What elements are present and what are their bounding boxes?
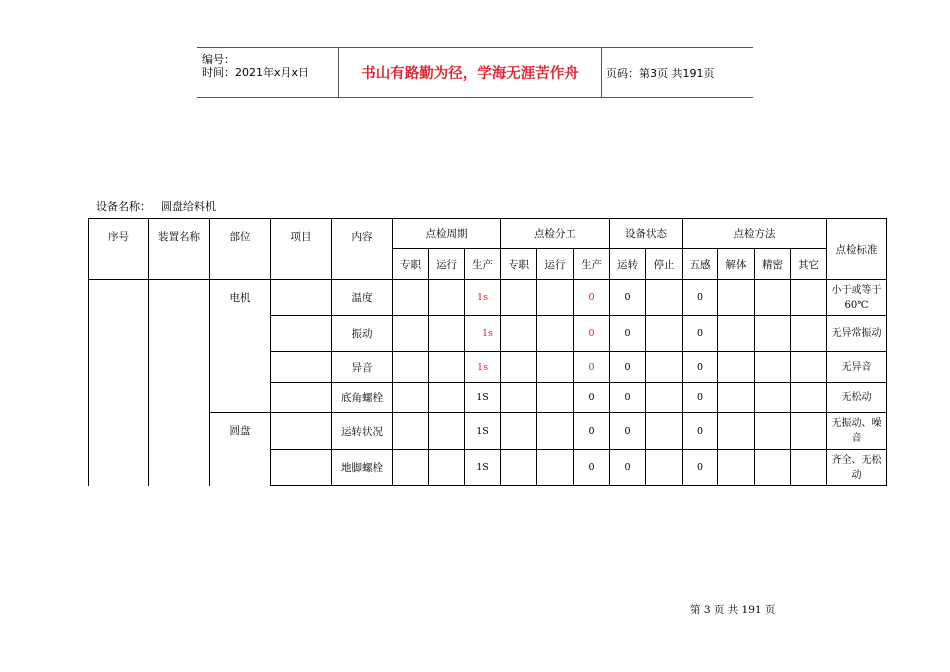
run-cell: 0: [610, 316, 646, 352]
cycle-prod-cell: 1s: [465, 280, 501, 316]
standard-cell: 无异常振动: [827, 316, 887, 352]
device-name-line: [96, 198, 226, 214]
empty-cell: [393, 316, 429, 352]
div-prod-cell: 0: [574, 352, 610, 383]
sub-method-other: 其它: [791, 249, 827, 280]
empty-cell: [501, 383, 537, 413]
header-device: 装置名称: [149, 219, 210, 280]
header-status: 设备状态: [610, 219, 683, 249]
sub-method-precise: 精密: [755, 249, 791, 280]
standard-cell: 无松动: [827, 383, 887, 413]
header-content: 内容: [332, 219, 393, 280]
cycle-prod-cell: 1s: [465, 352, 501, 383]
header-part: 部位: [210, 219, 271, 280]
item-cell: [271, 383, 332, 413]
empty-cell: [791, 352, 827, 383]
sub-cycle-prod: 生产: [465, 249, 501, 280]
empty-cell: [718, 413, 755, 450]
empty-cell: [501, 352, 537, 383]
empty-cell: [501, 316, 537, 352]
div-prod-cell: 0: [574, 450, 610, 486]
empty-cell: [718, 280, 755, 316]
empty-cell: [791, 450, 827, 486]
run-cell: 0: [610, 450, 646, 486]
sub-status-run: 运转: [610, 249, 646, 280]
empty-cell: [393, 352, 429, 383]
empty-cell: [501, 450, 537, 486]
header-standard: 点检标准: [827, 219, 887, 280]
div-prod-cell: 0: [574, 280, 610, 316]
page-footer: 第 3 页 共 191 页: [690, 604, 776, 616]
sub-method-disassemble: 解体: [718, 249, 755, 280]
code-label: 编号：: [202, 53, 235, 66]
content-cell: 振动: [332, 316, 393, 352]
empty-cell: [791, 280, 827, 316]
inspection-table: [88, 218, 887, 486]
empty-cell: [537, 316, 574, 352]
cycle-prod-cell: 1s: [465, 316, 501, 352]
empty-cell: [755, 280, 791, 316]
empty-cell: [646, 383, 683, 413]
run-cell: 0: [610, 280, 646, 316]
five-sense-cell: 0: [683, 280, 718, 316]
div-prod-cell: 0: [574, 383, 610, 413]
empty-cell: [429, 383, 465, 413]
sub-div-full: 专职: [501, 249, 537, 280]
item-cell: [271, 450, 332, 486]
header-method: 点检方法: [683, 219, 827, 249]
empty-cell: [429, 413, 465, 450]
empty-cell: [791, 316, 827, 352]
time-label: 时间：2021年x月x日: [202, 66, 310, 79]
content-cell: 地脚螺栓: [332, 450, 393, 486]
five-sense-cell: 0: [683, 316, 718, 352]
empty-cell: [755, 383, 791, 413]
item-cell: [271, 316, 332, 352]
sub-div-prod: 生产: [574, 249, 610, 280]
empty-cell: [501, 413, 537, 450]
empty-cell: [537, 413, 574, 450]
empty-cell: [537, 280, 574, 316]
empty-cell: [537, 450, 574, 486]
item-cell: [271, 352, 332, 383]
part-disc: 圆盘: [210, 413, 271, 486]
empty-cell: [646, 450, 683, 486]
div-prod-cell: 0: [574, 316, 610, 352]
item-cell: [271, 280, 332, 316]
seq-cell: [89, 280, 149, 486]
cycle-prod-cell: 1S: [465, 413, 501, 450]
sub-div-run: 运行: [537, 249, 574, 280]
empty-cell: [718, 450, 755, 486]
run-cell: 0: [610, 383, 646, 413]
empty-cell: [537, 383, 574, 413]
content-cell: 底角螺栓: [332, 383, 393, 413]
cycle-prod-cell: 1S: [465, 450, 501, 486]
run-cell: 0: [610, 413, 646, 450]
standard-cell: 无振动、噪音: [827, 413, 887, 450]
five-sense-cell: 0: [683, 352, 718, 383]
device-name-label: 设备名称：: [96, 200, 151, 213]
empty-cell: [718, 316, 755, 352]
empty-cell: [755, 413, 791, 450]
empty-cell: [755, 316, 791, 352]
empty-cell: [429, 316, 465, 352]
sub-method-five: 五感: [683, 249, 718, 280]
empty-cell: [429, 280, 465, 316]
device-cell: [149, 280, 210, 486]
five-sense-cell: 0: [683, 450, 718, 486]
sub-cycle-full: 专职: [393, 249, 429, 280]
standard-cell: 无异音: [827, 352, 887, 383]
empty-cell: [646, 280, 683, 316]
div-prod-cell: 0: [574, 413, 610, 450]
empty-cell: [393, 280, 429, 316]
standard-cell: 齐全、无松动: [827, 450, 887, 486]
content-cell: 温度: [332, 280, 393, 316]
empty-cell: [537, 352, 574, 383]
header-row: [89, 219, 887, 249]
header-division: 点检分工: [501, 219, 610, 249]
sub-status-stop: 停止: [646, 249, 683, 280]
empty-cell: [791, 383, 827, 413]
document-header: [197, 47, 753, 98]
header-item: 项目: [271, 219, 332, 280]
header-info-cell: [197, 48, 339, 97]
table-row: [89, 280, 887, 316]
empty-cell: [718, 352, 755, 383]
five-sense-cell: 0: [683, 383, 718, 413]
empty-cell: [393, 383, 429, 413]
empty-cell: [791, 413, 827, 450]
empty-cell: [429, 352, 465, 383]
run-cell: 0: [610, 352, 646, 383]
empty-cell: [646, 413, 683, 450]
empty-cell: [393, 413, 429, 450]
empty-cell: [429, 450, 465, 486]
part-motor: 电机: [210, 280, 271, 413]
page-info: 页码：第3页 共191页: [606, 66, 715, 80]
cycle-prod-cell: 1S: [465, 383, 501, 413]
standard-cell: 小于或等于60℃: [827, 280, 887, 316]
content-cell: 运转状况: [332, 413, 393, 450]
empty-cell: [501, 280, 537, 316]
item-cell: [271, 413, 332, 450]
content-cell: 异音: [332, 352, 393, 383]
empty-cell: [646, 352, 683, 383]
device-name-value: 圆盘给料机: [161, 200, 216, 213]
empty-cell: [718, 383, 755, 413]
empty-cell: [755, 352, 791, 383]
header-cycle: 点检周期: [393, 219, 501, 249]
motto-text: 书山有路勤为径，学海无涯苦作舟: [339, 48, 602, 97]
empty-cell: [755, 450, 791, 486]
empty-cell: [393, 450, 429, 486]
sub-cycle-run: 运行: [429, 249, 465, 280]
five-sense-cell: 0: [683, 413, 718, 450]
header-seq: 序号: [89, 219, 149, 280]
empty-cell: [646, 316, 683, 352]
